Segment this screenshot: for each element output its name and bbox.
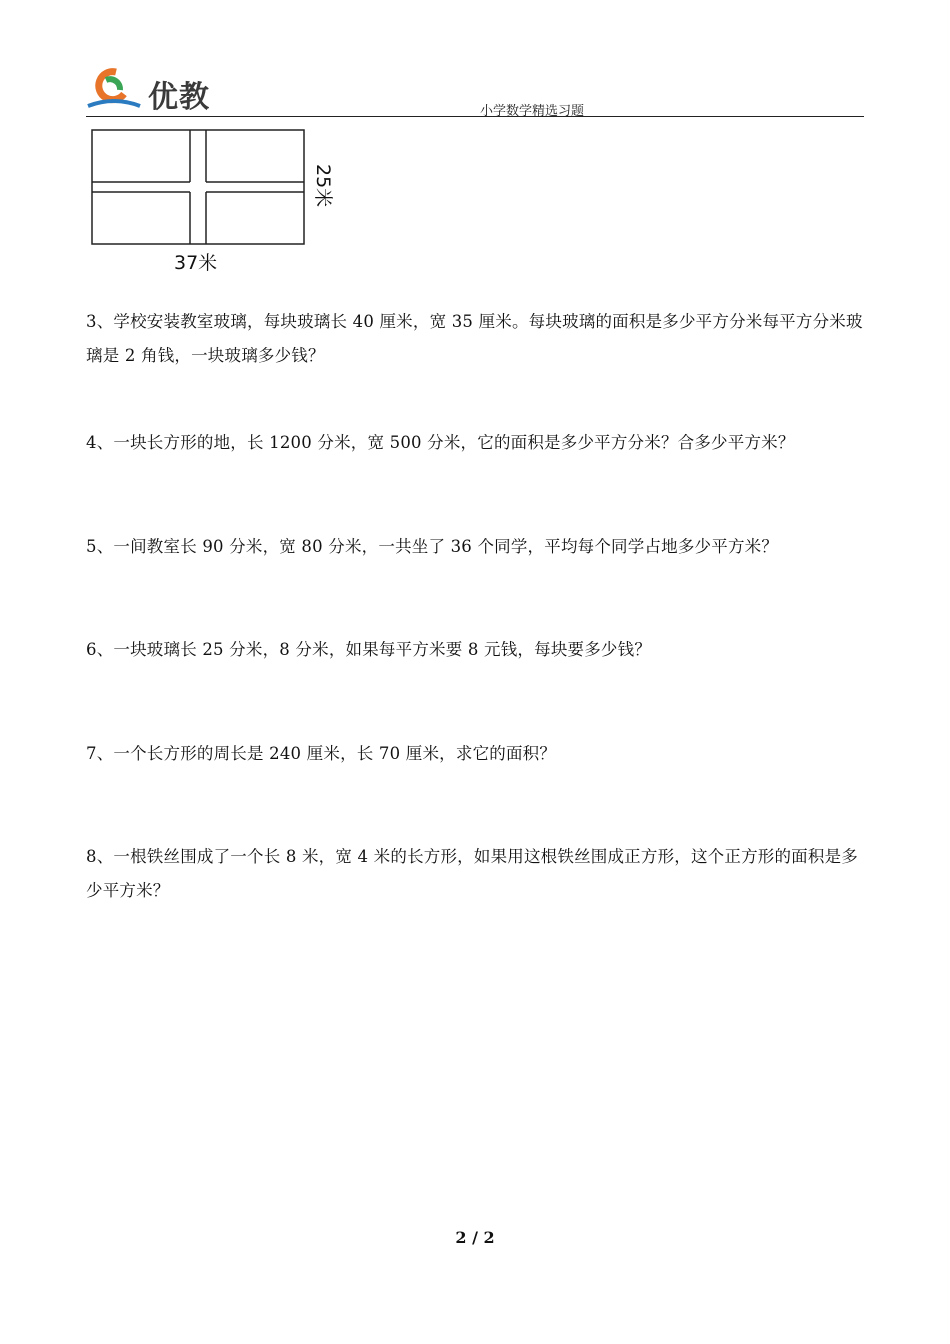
rectangle-figure (90, 128, 350, 278)
question-7: 7、一个长方形的周长是 240 厘米，长 70 厘米，求它的面积？ (86, 744, 557, 763)
header-divider (86, 116, 864, 117)
page-number: 2 / 2 (455, 1228, 495, 1247)
question-8: 8、一根铁丝围成了一个长 8 米，宽 4 米的长方形，如果用这根铁丝围成正方形，这个正方形的面积是多少平方米？ (86, 847, 858, 900)
logo-text: 优教 (148, 80, 210, 115)
question-4: 4、一块长方形的地，长 1200 分米，宽 500 分米，它的面积是多少平方分米？合多少平方米？ (86, 433, 795, 452)
height-label: 25米 (312, 164, 334, 208)
question-5: 5、一间教室长 90 分米，宽 80 分米，一共坐了 36 个同学，平均每个同学占地多少平方米？ (86, 537, 779, 556)
question-3: 3、学校安装教室玻璃，每块玻璃长 40 厘米，宽 35 厘米。每块玻璃的面积是多少平方分米每平方分米玻璃是 2 角钱，一块玻璃多少钱？ (86, 312, 863, 365)
page-header (86, 62, 864, 118)
question-6: 6、一块玻璃长 25 分米，8 分米，如果每平方米要 8 元钱，每块要多少钱？ (86, 640, 652, 659)
width-label: 37米 (174, 252, 218, 274)
header-title: 小学数学精选习题 (480, 104, 585, 119)
